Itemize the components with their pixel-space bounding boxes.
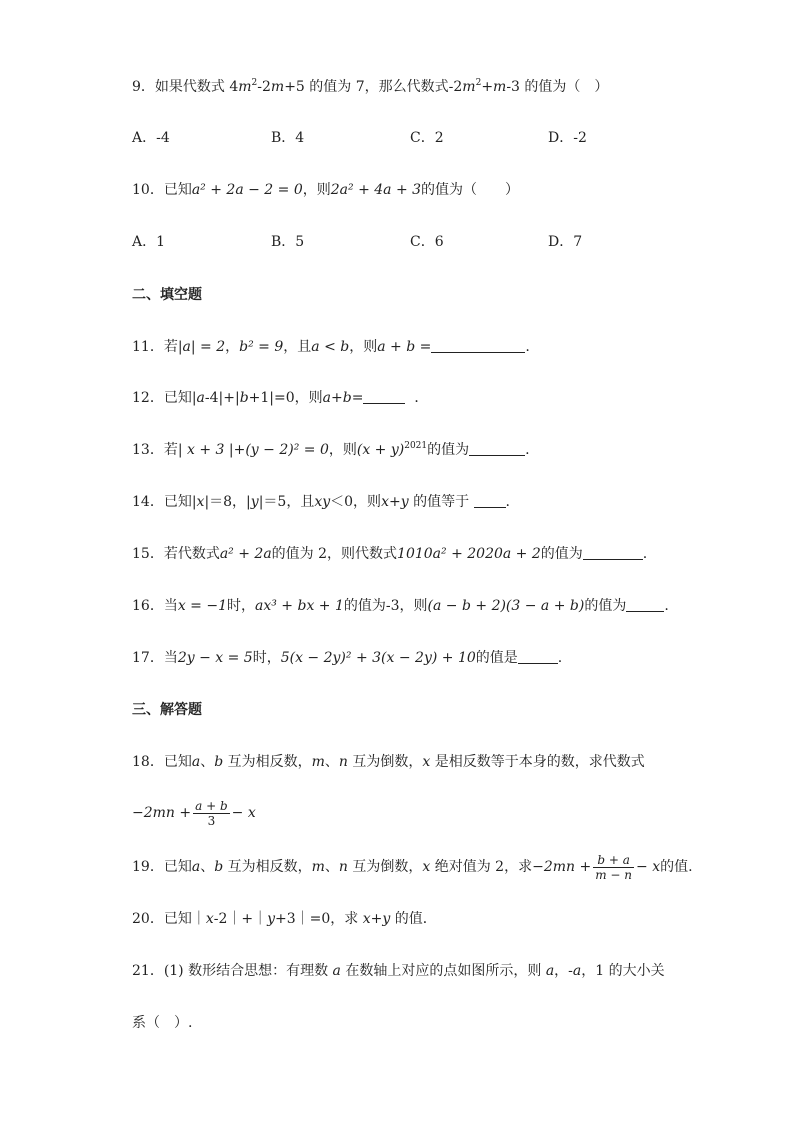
q11-text: 11．若	[132, 339, 178, 355]
q19-var: b	[214, 859, 224, 875]
q19-text: 19．已知	[132, 859, 192, 875]
question-15	[132, 544, 647, 564]
q9-option-d: D．-2	[548, 130, 587, 146]
q19-frac-den: m − n	[595, 867, 633, 882]
q9-var: m	[270, 79, 285, 95]
q20-var: y	[382, 911, 391, 927]
q16-expr: (a − b + 2)(3 − a + b)	[427, 598, 585, 614]
q13-text: .	[525, 442, 530, 458]
q18-text: 互为相反数，	[223, 754, 312, 770]
q18-frac-den: 3	[207, 813, 216, 828]
q19-var: n	[338, 859, 348, 875]
q21-var: a	[332, 963, 341, 979]
q17-expr: 5(x − 2y)² + 3(x − 2y) + 10	[280, 650, 476, 666]
q9-option-c: C．2	[410, 130, 444, 146]
q16-expr: x = −1	[177, 598, 227, 614]
q9-option-b: B．4	[271, 130, 305, 146]
q9-text: +	[481, 79, 494, 95]
question-21-line-2: 系（ ）.	[132, 1015, 193, 1031]
q18-var: n	[338, 754, 348, 770]
question-20	[132, 909, 437, 929]
q11-text: .	[525, 339, 530, 355]
q10-option-d: D．7	[548, 234, 583, 250]
q14-text: ＜0，则	[330, 494, 382, 510]
question-19	[132, 850, 693, 884]
q9-text: -3 的值为（ ）	[506, 79, 609, 95]
q14-var: y	[400, 494, 409, 510]
q11-text: ，	[225, 339, 240, 355]
q10-option-b: B．5	[271, 234, 305, 250]
q19-text: 、	[324, 859, 339, 875]
q10-text: 10．已知	[132, 182, 192, 198]
q11-expr: b² = 9	[239, 339, 284, 355]
q12-text: -4|+|	[204, 390, 240, 406]
q18-text: 、	[200, 754, 215, 770]
section-heading-solve: 三、解答题	[132, 702, 202, 718]
q14-text: |＝8，|	[204, 494, 251, 510]
q20-text: -2｜+｜	[213, 911, 268, 927]
question-12	[132, 388, 428, 408]
q14-var: y	[250, 494, 259, 510]
q12-text: 12．已知|	[132, 390, 197, 406]
q12-text: +	[331, 390, 343, 406]
q10-option-c: C．6	[410, 234, 444, 250]
answer-blank[interactable]	[431, 338, 525, 353]
q19-expr: −2mn +	[532, 859, 592, 875]
q9-sup: 2	[251, 78, 258, 88]
q10-text: 的值为（ ）	[421, 182, 520, 198]
q17-text: .	[557, 650, 563, 666]
q16-text: .	[664, 598, 669, 614]
q14-text: .	[505, 494, 510, 510]
q19-text: 互为相反数，	[223, 859, 312, 875]
answer-blank[interactable]	[626, 597, 664, 612]
q18-text: 互为倒数，	[347, 754, 423, 770]
q12-text: =	[351, 390, 364, 406]
answer-blank[interactable]	[363, 389, 405, 404]
q21-text: ，1 的大小关	[581, 963, 665, 979]
q12-var: b	[342, 390, 352, 406]
q20-var: x	[205, 911, 214, 927]
q15-text: .	[642, 546, 648, 562]
q15-text: 15．若代数式	[132, 546, 220, 562]
q13-expr: (x + y)	[356, 442, 405, 458]
q19-text: 互为倒数，	[347, 859, 423, 875]
q9-option-a: A．-4	[132, 130, 170, 146]
q15-text: 的值为 2，则代数式	[271, 546, 398, 562]
q20-text: 的值．	[390, 911, 437, 927]
q19-var: m	[311, 859, 325, 875]
q20-text: 20．已知｜	[132, 911, 206, 927]
q9-var: m	[238, 79, 252, 95]
q15-expr: a² + 2a	[219, 546, 272, 562]
question-18-expression	[132, 796, 256, 830]
q18-frac-num: a + b	[195, 798, 228, 813]
question-13	[132, 440, 530, 460]
q9-var: m	[462, 79, 476, 95]
q17-text: 时，	[252, 650, 281, 666]
q12-var: b	[239, 390, 249, 406]
q18-fraction	[193, 799, 230, 828]
q19-var: a	[191, 859, 201, 875]
q21-var: a	[572, 963, 582, 979]
q12-var: a	[322, 390, 332, 406]
q18-var: m	[311, 754, 325, 770]
q18-var: x	[422, 754, 431, 770]
question-21	[132, 961, 665, 981]
q14-var: x	[381, 494, 389, 510]
q10-text: ，则	[302, 182, 331, 198]
q14-text: 14．已知|	[132, 494, 197, 510]
q12-text: +1|=0，则	[248, 390, 323, 406]
q16-text: 16．当	[132, 598, 178, 614]
q15-expr: 1010a² + 2020a + 2	[397, 546, 541, 562]
q19-var: x	[422, 859, 431, 875]
q16-text: 的值为-3，则	[343, 598, 428, 614]
q10-option-a: A．1	[132, 234, 166, 250]
question-18	[132, 752, 645, 772]
q14-text: +	[388, 494, 401, 510]
q16-text: 时，	[227, 598, 255, 614]
q15-text: 的值为	[540, 546, 583, 562]
q9-text: +5 的值为 7，那么代数式-2	[284, 79, 463, 95]
q21-var: a	[545, 963, 555, 979]
q17-expr: 2y − x = 5	[177, 650, 253, 666]
q20-var: x	[362, 911, 371, 927]
question-11	[132, 337, 530, 357]
q16-text: 的值为	[584, 598, 627, 614]
q13-text: 13．若	[132, 442, 178, 458]
q18-expr: − x	[231, 805, 256, 821]
q13-text: ，则	[328, 442, 357, 458]
q12-text: ．	[414, 390, 429, 406]
q13-expr: | x + 3 |+(y − 2)² = 0	[177, 442, 329, 458]
q11-text: ，且	[283, 339, 312, 355]
answer-blank[interactable]	[583, 545, 643, 560]
q11-expr: a < b	[311, 339, 350, 355]
q13-exponent: 2021	[404, 441, 428, 451]
q11-expr: a + b =	[377, 339, 432, 355]
answer-blank[interactable]	[469, 441, 525, 456]
q20-text: +3｜=0，求	[275, 911, 363, 927]
q21-text: 21．(1) 数形结合思想：有理数	[132, 963, 333, 979]
q18-expr: −2mn +	[132, 805, 192, 821]
q13-text: 的值为	[427, 442, 470, 458]
answer-blank[interactable]	[474, 493, 506, 508]
q21-text: ，-	[554, 963, 573, 979]
q18-text: 、	[324, 754, 339, 770]
answer-blank[interactable]	[518, 649, 558, 664]
q19-text: 绝对值为 2，求	[430, 859, 533, 875]
q10-expr: 2a² + 4a + 3	[330, 182, 422, 198]
q14-var: xy	[314, 494, 331, 510]
q19-frac-num: b + a	[593, 853, 634, 868]
q9-var: m	[493, 79, 507, 95]
q14-var: x	[196, 494, 205, 510]
question-16	[132, 596, 669, 616]
q16-expr: ax³ + bx + 1	[255, 598, 344, 614]
q11-text: ，则	[349, 339, 378, 355]
q18-var: a	[191, 754, 201, 770]
q17-text: 的值是	[475, 650, 518, 666]
q19-text: 、	[200, 859, 215, 875]
question-9	[132, 77, 608, 97]
q21-text: 在数轴上对应的点如图所示，则	[340, 963, 546, 979]
q18-text: 18．已知	[132, 754, 192, 770]
q9-text: 9．如果代数式 4	[132, 79, 239, 95]
q9-text: -2	[257, 79, 271, 95]
q10-expr: a² + 2a − 2 = 0	[191, 182, 303, 198]
q18-text: 是相反数等于本身的数，求代数式	[430, 754, 645, 770]
q14-text: |＝5，且	[258, 494, 315, 510]
question-17	[132, 648, 562, 668]
q12-var: a	[196, 390, 205, 406]
q9-sup: 2	[475, 78, 482, 88]
q17-text: 17．当	[132, 650, 178, 666]
q20-text: +	[370, 911, 383, 927]
question-14	[132, 492, 510, 512]
section-heading-fill-blank: 二、填空题	[132, 287, 202, 303]
q19-text: 的值.	[660, 859, 693, 875]
q14-text: 的值等于	[408, 494, 474, 510]
question-10	[132, 180, 519, 200]
q19-fraction	[593, 853, 634, 882]
q18-var: b	[214, 754, 224, 770]
q20-var: y	[267, 911, 276, 927]
q19-expr: − x	[636, 859, 661, 875]
q11-expr: |a| = 2	[177, 339, 226, 355]
